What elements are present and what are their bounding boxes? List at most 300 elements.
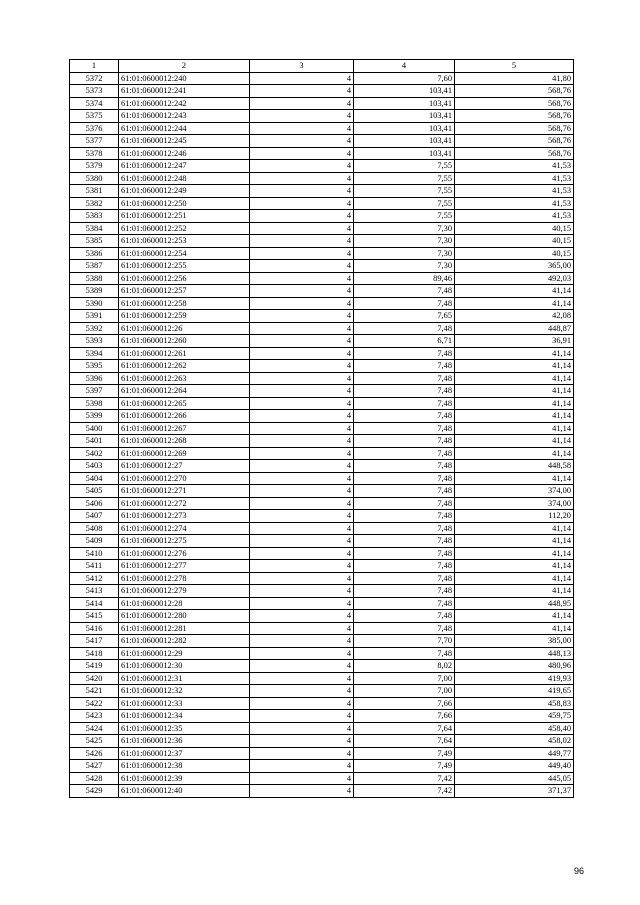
row-number-cell: 5407 — [70, 510, 119, 523]
cadastral-number-cell: 61:01:0600012:242 — [119, 97, 250, 110]
column-3-cell: 4 — [250, 260, 354, 273]
column-5-cell: 419,93 — [455, 672, 574, 685]
column-3-cell: 4 — [250, 535, 354, 548]
cadastral-number-cell: 61:01:0600012:28 — [119, 597, 250, 610]
table-row — [70, 547, 574, 560]
table-row — [70, 685, 574, 698]
column-5-cell: 458,40 — [455, 722, 574, 735]
column-4-cell: 7,48 — [354, 410, 455, 423]
column-4-cell: 7,65 — [354, 310, 455, 323]
column-3-cell: 4 — [250, 347, 354, 360]
table-row — [70, 522, 574, 535]
column-4-cell: 7,49 — [354, 747, 455, 760]
data-table — [69, 59, 574, 798]
table-row — [70, 210, 574, 223]
column-3-cell: 4 — [250, 572, 354, 585]
row-number-cell: 5397 — [70, 385, 119, 398]
column-3-cell: 4 — [250, 147, 354, 160]
row-number-cell: 5390 — [70, 297, 119, 310]
column-4-cell: 7,30 — [354, 247, 455, 260]
row-number-cell: 5402 — [70, 447, 119, 460]
column-3-cell: 4 — [250, 522, 354, 535]
row-number-cell: 5392 — [70, 322, 119, 335]
column-5-cell: 41,14 — [455, 535, 574, 548]
column-5-cell: 41,14 — [455, 360, 574, 373]
column-4-cell: 7,48 — [354, 622, 455, 635]
cadastral-number-cell: 61:01:0600012:266 — [119, 410, 250, 423]
table-row — [70, 510, 574, 523]
cadastral-number-cell: 61:01:0600012:33 — [119, 697, 250, 710]
table-row — [70, 410, 574, 423]
row-number-cell: 5400 — [70, 422, 119, 435]
column-5-cell: 419,65 — [455, 685, 574, 698]
column-5-cell: 41,14 — [455, 585, 574, 598]
cadastral-number-cell: 61:01:0600012:256 — [119, 272, 250, 285]
column-3-cell: 4 — [250, 122, 354, 135]
cadastral-number-cell: 61:01:0600012:245 — [119, 135, 250, 148]
column-3-cell: 4 — [250, 460, 354, 473]
cadastral-number-cell: 61:01:0600012:257 — [119, 285, 250, 298]
column-3-cell: 4 — [250, 447, 354, 460]
cadastral-number-cell: 61:01:0600012:32 — [119, 685, 250, 698]
page-number: 96 — [573, 866, 584, 876]
column-4-cell: 7,55 — [354, 172, 455, 185]
column-4-cell: 7,48 — [354, 297, 455, 310]
column-5-cell: 41,14 — [455, 285, 574, 298]
row-number-cell: 5383 — [70, 210, 119, 223]
row-number-cell: 5404 — [70, 472, 119, 485]
header-cell-4: 4 — [354, 60, 455, 73]
cadastral-number-cell: 61:01:0600012:275 — [119, 535, 250, 548]
column-4-cell: 103,41 — [354, 135, 455, 148]
column-4-cell: 7,42 — [354, 772, 455, 785]
column-4-cell: 7,30 — [354, 260, 455, 273]
cadastral-number-cell: 61:01:0600012:37 — [119, 747, 250, 760]
column-3-cell: 4 — [250, 747, 354, 760]
cadastral-number-cell: 61:01:0600012:258 — [119, 297, 250, 310]
row-number-cell: 5388 — [70, 272, 119, 285]
column-3-cell: 4 — [250, 660, 354, 673]
row-number-cell: 5425 — [70, 735, 119, 748]
row-number-cell: 5373 — [70, 85, 119, 98]
row-number-cell: 5415 — [70, 610, 119, 623]
table-row — [70, 360, 574, 373]
column-3-cell: 4 — [250, 597, 354, 610]
column-4-cell: 7,48 — [354, 385, 455, 398]
column-3-cell: 4 — [250, 135, 354, 148]
table-row — [70, 660, 574, 673]
cadastral-number-cell: 61:01:0600012:280 — [119, 610, 250, 623]
row-number-cell: 5380 — [70, 172, 119, 185]
column-5-cell: 41,80 — [455, 72, 574, 85]
column-5-cell: 568,76 — [455, 85, 574, 98]
cadastral-number-cell: 61:01:0600012:35 — [119, 722, 250, 735]
column-3-cell: 4 — [250, 385, 354, 398]
column-3-cell: 4 — [250, 497, 354, 510]
table-row — [70, 335, 574, 348]
column-4-cell: 7,30 — [354, 235, 455, 248]
row-number-cell: 5416 — [70, 622, 119, 635]
column-4-cell: 7,48 — [354, 435, 455, 448]
column-4-cell: 7,00 — [354, 685, 455, 698]
column-5-cell: 480,96 — [455, 660, 574, 673]
cadastral-number-cell: 61:01:0600012:262 — [119, 360, 250, 373]
row-number-cell: 5401 — [70, 435, 119, 448]
column-3-cell: 4 — [250, 772, 354, 785]
table-row — [70, 635, 574, 648]
cadastral-number-cell: 61:01:0600012:274 — [119, 522, 250, 535]
column-4-cell: 7,64 — [354, 735, 455, 748]
table-row — [70, 110, 574, 123]
cadastral-number-cell: 61:01:0600012:40 — [119, 785, 250, 798]
column-4-cell: 7,48 — [354, 497, 455, 510]
column-4-cell: 7,66 — [354, 710, 455, 723]
column-5-cell: 492,03 — [455, 272, 574, 285]
table-row — [70, 422, 574, 435]
cadastral-number-cell: 61:01:0600012:252 — [119, 222, 250, 235]
row-number-cell: 5394 — [70, 347, 119, 360]
column-5-cell: 41,14 — [455, 622, 574, 635]
column-4-cell: 7,70 — [354, 635, 455, 648]
row-number-cell: 5426 — [70, 747, 119, 760]
header-row — [70, 60, 574, 73]
column-3-cell: 4 — [250, 97, 354, 110]
row-number-cell: 5381 — [70, 185, 119, 198]
row-number-cell: 5424 — [70, 722, 119, 735]
table-row — [70, 610, 574, 623]
column-3-cell: 4 — [250, 160, 354, 173]
table-row — [70, 497, 574, 510]
column-4-cell: 7,48 — [354, 472, 455, 485]
table-row — [70, 235, 574, 248]
cadastral-number-cell: 61:01:0600012:279 — [119, 585, 250, 598]
row-number-cell: 5387 — [70, 260, 119, 273]
table-row — [70, 735, 574, 748]
row-number-cell: 5372 — [70, 72, 119, 85]
column-4-cell: 7,48 — [354, 397, 455, 410]
column-3-cell: 4 — [250, 410, 354, 423]
table-row — [70, 722, 574, 735]
column-4-cell: 103,41 — [354, 122, 455, 135]
column-4-cell: 7,48 — [354, 547, 455, 560]
row-number-cell: 5398 — [70, 397, 119, 410]
table-row — [70, 97, 574, 110]
column-4-cell: 7,48 — [354, 322, 455, 335]
cadastral-number-cell: 61:01:0600012:34 — [119, 710, 250, 723]
column-5-cell: 448,87 — [455, 322, 574, 335]
column-4-cell: 7,48 — [354, 372, 455, 385]
cadastral-number-cell: 61:01:0600012:241 — [119, 85, 250, 98]
row-number-cell: 5386 — [70, 247, 119, 260]
column-4-cell: 7,48 — [354, 647, 455, 660]
column-3-cell: 4 — [250, 647, 354, 660]
table-row — [70, 347, 574, 360]
column-5-cell: 41,14 — [455, 560, 574, 573]
table-row — [70, 672, 574, 685]
row-number-cell: 5409 — [70, 535, 119, 548]
row-number-cell: 5403 — [70, 460, 119, 473]
column-5-cell: 41,14 — [455, 572, 574, 585]
column-5-cell: 568,76 — [455, 147, 574, 160]
column-3-cell: 4 — [250, 760, 354, 773]
cadastral-number-cell: 61:01:0600012:278 — [119, 572, 250, 585]
cadastral-number-cell: 61:01:0600012:247 — [119, 160, 250, 173]
column-4-cell: 7,55 — [354, 210, 455, 223]
column-5-cell: 568,76 — [455, 110, 574, 123]
cadastral-number-cell: 61:01:0600012:39 — [119, 772, 250, 785]
column-5-cell: 445,05 — [455, 772, 574, 785]
column-3-cell: 4 — [250, 222, 354, 235]
cadastral-number-cell: 61:01:0600012:281 — [119, 622, 250, 635]
row-number-cell: 5378 — [70, 147, 119, 160]
cadastral-number-cell: 61:01:0600012:250 — [119, 197, 250, 210]
table-row — [70, 647, 574, 660]
table-row — [70, 560, 574, 573]
column-3-cell: 4 — [250, 85, 354, 98]
row-number-cell: 5419 — [70, 660, 119, 673]
column-5-cell: 568,76 — [455, 122, 574, 135]
cadastral-number-cell: 61:01:0600012:263 — [119, 372, 250, 385]
column-5-cell: 41,14 — [455, 297, 574, 310]
cadastral-number-cell: 61:01:0600012:260 — [119, 335, 250, 348]
column-4-cell: 103,41 — [354, 147, 455, 160]
row-number-cell: 5417 — [70, 635, 119, 648]
table-row — [70, 147, 574, 160]
column-5-cell: 374,00 — [455, 497, 574, 510]
column-5-cell: 41,14 — [455, 410, 574, 423]
row-number-cell: 5379 — [70, 160, 119, 173]
column-5-cell: 448,95 — [455, 597, 574, 610]
row-number-cell: 5391 — [70, 310, 119, 323]
column-4-cell: 103,41 — [354, 110, 455, 123]
column-5-cell: 41,53 — [455, 210, 574, 223]
column-3-cell: 4 — [250, 785, 354, 798]
column-3-cell: 4 — [250, 360, 354, 373]
column-4-cell: 7,55 — [354, 185, 455, 198]
row-number-cell: 5396 — [70, 372, 119, 385]
column-3-cell: 4 — [250, 472, 354, 485]
cadastral-number-cell: 61:01:0600012:268 — [119, 435, 250, 448]
cadastral-number-cell: 61:01:0600012:27 — [119, 460, 250, 473]
column-5-cell: 449,40 — [455, 760, 574, 773]
column-5-cell: 448,13 — [455, 647, 574, 660]
column-5-cell: 41,53 — [455, 185, 574, 198]
row-number-cell: 5414 — [70, 597, 119, 610]
row-number-cell: 5423 — [70, 710, 119, 723]
table-row — [70, 297, 574, 310]
column-5-cell: 448,58 — [455, 460, 574, 473]
cadastral-number-cell: 61:01:0600012:254 — [119, 247, 250, 260]
table-header — [70, 60, 574, 73]
column-5-cell: 41,14 — [455, 547, 574, 560]
column-3-cell: 4 — [250, 172, 354, 185]
row-number-cell: 5382 — [70, 197, 119, 210]
row-number-cell: 5422 — [70, 697, 119, 710]
column-3-cell: 4 — [250, 397, 354, 410]
row-number-cell: 5406 — [70, 497, 119, 510]
table-row — [70, 247, 574, 260]
column-5-cell: 41,14 — [455, 472, 574, 485]
column-4-cell: 7,66 — [354, 697, 455, 710]
row-number-cell: 5376 — [70, 122, 119, 135]
cadastral-number-cell: 61:01:0600012:240 — [119, 72, 250, 85]
cadastral-number-cell: 61:01:0600012:244 — [119, 122, 250, 135]
column-4-cell: 7,48 — [354, 460, 455, 473]
cadastral-number-cell: 61:01:0600012:265 — [119, 397, 250, 410]
column-5-cell: 41,53 — [455, 172, 574, 185]
column-4-cell: 7,48 — [354, 422, 455, 435]
table-row — [70, 72, 574, 85]
cadastral-number-cell: 61:01:0600012:261 — [119, 347, 250, 360]
cadastral-number-cell: 61:01:0600012:243 — [119, 110, 250, 123]
row-number-cell: 5389 — [70, 285, 119, 298]
column-4-cell: 6,71 — [354, 335, 455, 348]
cadastral-number-cell: 61:01:0600012:271 — [119, 485, 250, 498]
row-number-cell: 5393 — [70, 335, 119, 348]
row-number-cell: 5413 — [70, 585, 119, 598]
column-5-cell: 385,00 — [455, 635, 574, 648]
column-3-cell: 4 — [250, 422, 354, 435]
column-3-cell: 4 — [250, 235, 354, 248]
row-number-cell: 5427 — [70, 760, 119, 773]
row-number-cell: 5421 — [70, 685, 119, 698]
column-3-cell: 4 — [250, 560, 354, 573]
column-5-cell: 41,14 — [455, 435, 574, 448]
column-3-cell: 4 — [250, 210, 354, 223]
column-3-cell: 4 — [250, 335, 354, 348]
row-number-cell: 5384 — [70, 222, 119, 235]
cadastral-number-cell: 61:01:0600012:36 — [119, 735, 250, 748]
column-5-cell: 459,75 — [455, 710, 574, 723]
cadastral-number-cell: 61:01:0600012:38 — [119, 760, 250, 773]
column-5-cell: 41,14 — [455, 347, 574, 360]
column-3-cell: 4 — [250, 685, 354, 698]
table-row — [70, 135, 574, 148]
row-number-cell: 5412 — [70, 572, 119, 585]
column-3-cell: 4 — [250, 722, 354, 735]
table-row — [70, 747, 574, 760]
row-number-cell: 5420 — [70, 672, 119, 685]
table-row — [70, 185, 574, 198]
row-number-cell: 5418 — [70, 647, 119, 660]
column-5-cell: 41,53 — [455, 197, 574, 210]
column-3-cell: 4 — [250, 310, 354, 323]
cadastral-number-cell: 61:01:0600012:277 — [119, 560, 250, 573]
table-row — [70, 622, 574, 635]
column-3-cell: 4 — [250, 585, 354, 598]
column-5-cell: 458,02 — [455, 735, 574, 748]
column-3-cell: 4 — [250, 635, 354, 648]
table-row — [70, 372, 574, 385]
table-row — [70, 222, 574, 235]
column-4-cell: 7,48 — [354, 610, 455, 623]
column-3-cell: 4 — [250, 272, 354, 285]
cadastral-number-cell: 61:01:0600012:264 — [119, 385, 250, 398]
row-number-cell: 5377 — [70, 135, 119, 148]
cadastral-number-cell: 61:01:0600012:270 — [119, 472, 250, 485]
column-5-cell: 371,37 — [455, 785, 574, 798]
column-4-cell: 7,49 — [354, 760, 455, 773]
column-3-cell: 4 — [250, 185, 354, 198]
column-3-cell: 4 — [250, 285, 354, 298]
table-row — [70, 472, 574, 485]
column-3-cell: 4 — [250, 247, 354, 260]
row-number-cell: 5375 — [70, 110, 119, 123]
table-row — [70, 447, 574, 460]
cadastral-number-cell: 61:01:0600012:251 — [119, 210, 250, 223]
table-row — [70, 435, 574, 448]
column-4-cell: 89,46 — [354, 272, 455, 285]
row-number-cell: 5374 — [70, 97, 119, 110]
table-row — [70, 772, 574, 785]
cadastral-number-cell: 61:01:0600012:26 — [119, 322, 250, 335]
column-5-cell: 41,14 — [455, 610, 574, 623]
column-5-cell: 41,14 — [455, 522, 574, 535]
column-4-cell: 7,48 — [354, 585, 455, 598]
column-5-cell: 365,00 — [455, 260, 574, 273]
table-row — [70, 85, 574, 98]
column-5-cell: 458,83 — [455, 697, 574, 710]
table-row — [70, 572, 574, 585]
row-number-cell: 5428 — [70, 772, 119, 785]
column-4-cell: 7,55 — [354, 197, 455, 210]
cadastral-number-cell: 61:01:0600012:31 — [119, 672, 250, 685]
cadastral-number-cell: 61:01:0600012:248 — [119, 172, 250, 185]
column-3-cell: 4 — [250, 110, 354, 123]
column-5-cell: 374,00 — [455, 485, 574, 498]
row-number-cell: 5405 — [70, 485, 119, 498]
column-3-cell: 4 — [250, 547, 354, 560]
cadastral-number-cell: 61:01:0600012:269 — [119, 447, 250, 460]
table-row — [70, 172, 574, 185]
cadastral-number-cell: 61:01:0600012:276 — [119, 547, 250, 560]
row-number-cell: 5395 — [70, 360, 119, 373]
column-5-cell: 41,14 — [455, 447, 574, 460]
table-row — [70, 385, 574, 398]
column-4-cell: 7,64 — [354, 722, 455, 735]
table-body — [70, 72, 574, 797]
cadastral-number-cell: 61:01:0600012:249 — [119, 185, 250, 198]
column-4-cell: 7,48 — [354, 597, 455, 610]
table-row — [70, 597, 574, 610]
table-row — [70, 485, 574, 498]
table-row — [70, 760, 574, 773]
column-4-cell: 7,48 — [354, 560, 455, 573]
cadastral-number-cell: 61:01:0600012:282 — [119, 635, 250, 648]
header-cell-1: 1 — [70, 60, 119, 73]
cadastral-number-cell: 61:01:0600012:267 — [119, 422, 250, 435]
column-3-cell: 4 — [250, 372, 354, 385]
column-5-cell: 568,76 — [455, 135, 574, 148]
column-5-cell: 41,14 — [455, 385, 574, 398]
column-4-cell: 7,48 — [354, 572, 455, 585]
row-number-cell: 5408 — [70, 522, 119, 535]
column-4-cell: 7,48 — [354, 285, 455, 298]
row-number-cell: 5429 — [70, 785, 119, 798]
table-row — [70, 585, 574, 598]
row-number-cell: 5411 — [70, 560, 119, 573]
table-row — [70, 122, 574, 135]
cadastral-number-cell: 61:01:0600012:255 — [119, 260, 250, 273]
column-4-cell: 7,60 — [354, 72, 455, 85]
table-row — [70, 322, 574, 335]
row-number-cell: 5399 — [70, 410, 119, 423]
column-4-cell: 7,48 — [354, 347, 455, 360]
column-4-cell: 103,41 — [354, 97, 455, 110]
column-3-cell: 4 — [250, 622, 354, 635]
column-3-cell: 4 — [250, 72, 354, 85]
column-3-cell: 4 — [250, 322, 354, 335]
